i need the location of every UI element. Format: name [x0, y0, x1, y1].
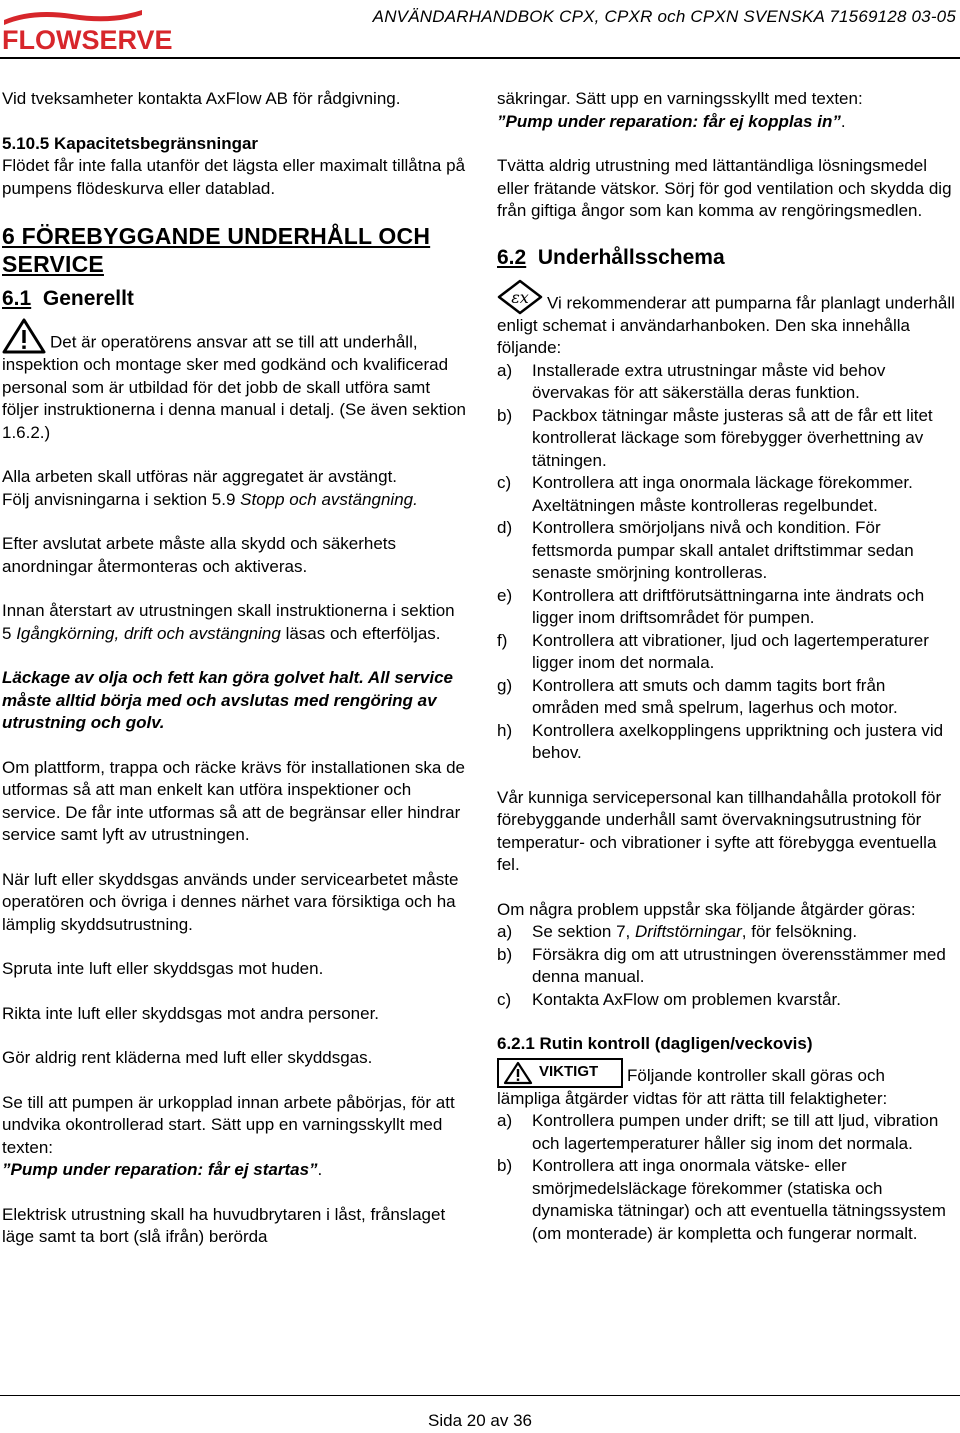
- electric-paragraph: Elektrisk utrustning skall ha huvudbrytaren i låst, frånslaget läge samt ta bort (slå ifrån) berörda: [2, 1204, 446, 1246]
- header-divider: [0, 57, 960, 59]
- skin-paragraph: Spruta inte luft eller skyddsgas mot huden.: [2, 959, 324, 978]
- document-title: ANVÄNDARHANDBOK CPX, CPXR och CPXN SVENSKA 71569128 03-05: [372, 7, 956, 26]
- footer-divider: [0, 1395, 960, 1396]
- routine-list: [497, 1110, 957, 1245]
- list-item-label: a): [497, 922, 513, 941]
- fuses-period: .: [840, 111, 846, 131]
- switched-off-paragraph: [2, 466, 468, 511]
- svg-text:FLOWSERVE: FLOWSERVE: [2, 25, 173, 55]
- restart-paragraph: [2, 600, 468, 645]
- list-item-label: a): [497, 1111, 513, 1130]
- svg-text:εx: εx: [511, 287, 529, 307]
- list-item-text: Kontrollera att inga onormala vätske- eller smörjmedelsläckage förekommer (statiska och dynamiska tätningar) och att eventuella tätningssystem (om monterade) är kompletta och fungerar normalt.: [532, 1156, 946, 1243]
- ex-atex-icon: [497, 279, 543, 315]
- viktigt-line: [497, 1058, 957, 1088]
- viktigt-label: VIKTIGT: [539, 1063, 599, 1081]
- list-item: [497, 720, 957, 765]
- right-column: [497, 88, 957, 1267]
- schedule-list: [497, 360, 957, 765]
- guards-paragraph: Efter avslutat arbete måste alla skydd och säkerhets anordningar återmonteras och aktiveras.: [2, 534, 397, 576]
- list-item-label: f): [497, 630, 508, 650]
- capacity-paragraph: Flödet får inte falla utanför det lägsta eller maximalt tillåtna på pumpens flödeskurva eller datablad.: [2, 156, 466, 198]
- list-item: [497, 1155, 957, 1245]
- list-item-label: g): [497, 675, 513, 695]
- section-6-heading: 6 FÖREBYGGANDE UNDERHÅLL OCH SERVICE: [2, 223, 431, 277]
- page-header: [0, 0, 960, 60]
- fuses-text: säkringar. Sätt upp en varningsskyllt med texten:: [497, 89, 863, 108]
- warning-triangle-icon: [2, 318, 46, 354]
- list-item: [497, 585, 957, 630]
- advice-paragraph: Vid tveksamheter kontakta AxFlow AB för rådgivning.: [2, 89, 401, 108]
- restart-text-end: läsas och efterföljas.: [285, 623, 441, 643]
- clothes-paragraph: Gör aldrig rent kläderna med luft eller skyddsgas.: [2, 1048, 373, 1067]
- list-item-text: Se sektion 7, Driftstörningar, för felsökning.: [532, 922, 858, 941]
- capacity-heading: 5.10.5 Kapacitetsbegränsningar: [2, 133, 259, 153]
- routine-intro-first: Följande kontroller skall göras och: [627, 1066, 885, 1085]
- disconnect-sign-text: ”Pump under reparation: får ej startas”: [2, 1160, 318, 1179]
- list-item-label: h): [497, 720, 513, 740]
- section-title: Generellt: [42, 287, 134, 310]
- warning-triangle-icon: [503, 1061, 533, 1085]
- fuses-sign-text: ”Pump under reparation: får ej kopplas in”: [497, 111, 841, 131]
- persons-paragraph: Rikta inte luft eller skyddsgas mot andra personer.: [2, 1003, 380, 1023]
- list-item-text: Packbox tätningar måste justeras så att de får ett litet kontrollerat läckage som förebygger överhettning av tätningen.: [532, 405, 933, 470]
- list-item-label: e): [497, 585, 513, 605]
- service-staff-paragraph: Vår kunniga servicepersonal kan tillhandahålla protokoll för förebyggande underhåll samt övervakningsutrustning för temperatur- och vibrationer i syfte att förebygga eventuella fel.: [497, 787, 942, 874]
- list-item-text: Kontrollera att driftförutsättningarna inte ändrats och ligger inom driftsområdet för pumpen.: [532, 585, 925, 627]
- list-item-label: b): [497, 1156, 513, 1175]
- schedule-intro-paragraph: [497, 279, 957, 360]
- problem-list: [497, 921, 957, 1011]
- list-item-text: Kontakta AxFlow om problemen kvarstår.: [532, 989, 841, 1009]
- list-item: [497, 472, 957, 517]
- viktigt-warning-badge: [497, 1058, 623, 1088]
- list-item-label: b): [497, 405, 513, 425]
- page-number: Sida 20 av 36: [428, 1411, 532, 1430]
- restart-italic: Igångkörning, drift och avstängning: [16, 623, 281, 643]
- stop-reference-italic: Stopp och avstängning.: [240, 489, 418, 509]
- list-item: [497, 1110, 957, 1155]
- responsibility-text: Det är operatörens ansvar att se till att underhåll, inspektion och montage sker med godkänd och kvalificerad personal som är utbildad för det jobb de skall utföra samt följer instruktionerna i denna manual i detalj. (Se även sektion 1.6.2.): [2, 332, 466, 442]
- list-item-text: Installerade extra utrustningar måste vid behov övervakas för att säkerställa deras funktion.: [532, 360, 886, 402]
- flowserve-logo: [2, 6, 173, 55]
- list-item-text: Kontrollera smörjoljans nivå och kondition. För fettsmorda pumpar skall antalet driftstimmar sedan senaste smörjning kontrolleras.: [532, 518, 914, 582]
- fuses-paragraph: [497, 88, 957, 133]
- routine-intro-paragraph: lämpliga åtgärder vidtas för att rätta till felaktigheter:: [497, 1088, 888, 1108]
- schedule-intro-text: Vi rekommenderar att pumparna får planlagt underhåll enligt schemat i användarhanboken. Den ska innehålla följande:: [497, 293, 955, 357]
- disconnect-text: Se till att pumpen är urkopplad innan arbete påbörjas, för att undvika okontrollerad start. Sätt upp en varningsskyllt med texten:: [2, 1092, 455, 1157]
- responsibility-paragraph: [2, 318, 468, 444]
- section-6-2-1-heading: 6.2.1 Rutin kontroll (dagligen/veckovis): [497, 1034, 813, 1053]
- list-item-text: Kontrollera att vibrationer, ljud och lagertemperaturer ligger inom det normala.: [532, 630, 929, 672]
- list-item-text: Kontrollera axelkopplingens uppriktning och justera vid behov.: [532, 720, 944, 762]
- list-item: [497, 630, 957, 675]
- list-item-label: c): [497, 989, 512, 1009]
- disconnect-paragraph: [2, 1092, 468, 1182]
- section-6-1-heading: [2, 286, 468, 312]
- leak-warning-paragraph: Läckage av olja och fett kan göra golvet halt. All service måste alltid börja med och avslutas med rengöring av utrustning och golv.: [2, 668, 453, 732]
- solvents-paragraph: Tvätta aldrig utrustning med lättantändliga lösningsmedel eller frätande vätskor. Sörj för god ventilation och skydda dig från giftiga ångor som kan komma av rengöringsmedlen.: [497, 156, 952, 220]
- section-6-2-heading: [497, 245, 957, 271]
- list-item: [497, 517, 957, 585]
- switched-off-text: Alla arbeten skall utföras när aggregatet är avstängt.: [2, 467, 398, 486]
- list-item-text: Kontrollera att inga onormala läckage förekommer. Axeltätningen måste kontrolleras regelbundet.: [532, 473, 913, 515]
- disconnect-period: .: [317, 1160, 323, 1179]
- section-number: 6.1: [2, 287, 32, 310]
- section-number: 6.2: [497, 245, 527, 269]
- list-item-text: Kontrollera att smuts och damm tagits bort från områden med små spelrum, lagerhus och motor.: [532, 675, 898, 717]
- list-item-label: c): [497, 473, 512, 492]
- platform-paragraph: Om plattform, trappa och räcke krävs för installationen ska de utformas så att man enkelt kan utföra inspektioner och service. De får inte utformas så att de begränsar eller hindrar service samt lyft av utrustningen.: [2, 757, 465, 844]
- list-item-label: a): [497, 360, 513, 380]
- list-item: [497, 944, 957, 989]
- left-column: [2, 88, 468, 1249]
- list-item-text: Försäkra dig om att utrustningen överensstämmer med denna manual.: [532, 944, 946, 986]
- restart-text: Innan återstart av utrustningen skall instruktionerna i sektion 5: [2, 601, 455, 643]
- section-title: Underhållsschema: [537, 245, 725, 269]
- list-item-label: b): [497, 944, 513, 964]
- list-item-label: d): [497, 518, 513, 537]
- stop-reference-text: Följ anvisningarna i sektion 5.9: [2, 489, 236, 509]
- list-item: [497, 921, 957, 944]
- list-item: [497, 675, 957, 720]
- problems-paragraph: Om några problem uppstår ska följande åtgärder göras:: [497, 899, 916, 919]
- list-item: [497, 989, 957, 1012]
- gas-paragraph: När luft eller skyddsgas används under servicearbetet måste operatören och övriga i dennes närhet vara försiktiga och ha lämplig skyddsutrustning.: [2, 869, 459, 934]
- list-item: [497, 405, 957, 473]
- list-item-text: Kontrollera pumpen under drift; se till att ljud, vibration och lagertemperaturer håller sig inom det normala.: [532, 1111, 939, 1153]
- list-item: [497, 360, 957, 405]
